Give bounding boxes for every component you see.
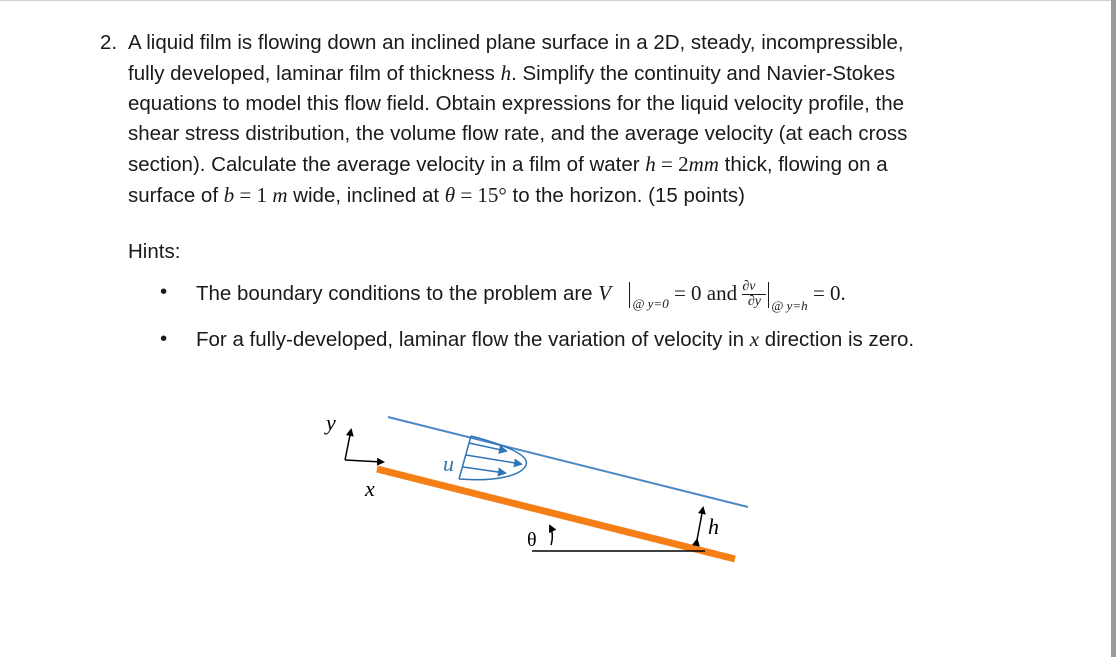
velocity-arrow-3: [463, 467, 505, 473]
hints-heading: Hints:: [128, 240, 181, 263]
thickness-label: h: [708, 514, 719, 539]
theta-label: θ: [527, 529, 537, 551]
velocity-label: u: [443, 451, 454, 476]
problem-line-6: surface of b = 1 m wide, inclined at θ = 15° to the horizon. (15 points): [128, 183, 745, 207]
problem-line-5: section). Calculate the average velocity in a film of water h = 2mm thick, flowing on a: [128, 152, 888, 176]
x-axis-arrow: [345, 460, 383, 462]
problem-line-4: shear stress distribution, the volume flow rate, and the average velocity (at each cross: [128, 122, 908, 145]
inclined-plate: [377, 469, 735, 559]
problem-line-1: A liquid film is flowing down an inclined plane surface in a 2D, steady, incompressible,: [128, 31, 904, 54]
velocity-arrow-2: [466, 455, 521, 464]
problem-line-2: fully developed, laminar film of thickness h. Simplify the continuity and Navier-Stokes: [128, 61, 896, 85]
y-axis-arrow: [345, 430, 351, 460]
theta-arc-arrow: [550, 526, 552, 545]
partial-derivative: $\frac{\partial v⃗}{\partial y}$: [742, 279, 767, 309]
thickness-arrow: [697, 508, 703, 540]
velocity-vector: V⃗: [598, 280, 628, 305]
bullet-dot: •: [160, 280, 168, 303]
bullet-dot: •: [160, 327, 168, 350]
hint1-text: The boundary conditions to the problem are: [196, 281, 599, 305]
problem-line-3: equations to model this flow field. Obtain expressions for the liquid velocity profile, the: [128, 92, 904, 115]
y-axis-label: y: [326, 410, 336, 435]
free-surface-line: [388, 417, 748, 507]
problem-number: 2.: [100, 31, 118, 54]
x-axis-label: x: [365, 476, 375, 501]
